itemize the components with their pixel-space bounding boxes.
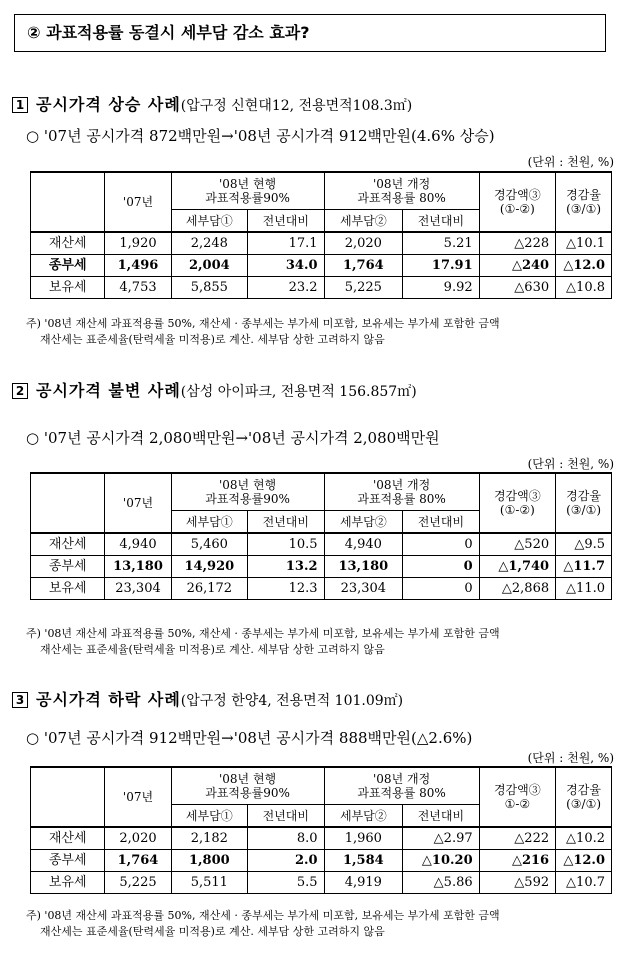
header-rate-title: 경감율: [566, 188, 601, 202]
row-label: 종부세: [31, 255, 105, 277]
header-current-top: '08년 현행: [218, 772, 277, 786]
cell-rate: △12.0: [556, 255, 612, 277]
cell-rate: △10.8: [556, 277, 612, 299]
cell-b1: 5,511: [171, 872, 247, 894]
header-revised-top: '08년 개정: [373, 772, 431, 786]
header-current-top: '08년 현행: [218, 177, 277, 191]
section-1-heading: [12, 92, 412, 115]
row-label: 재산세: [31, 533, 105, 556]
section-2-name: 공시가격 불변 사례: [36, 381, 181, 400]
cell-y07: 4,940: [105, 533, 171, 556]
cell-r2: △10.20: [403, 850, 480, 872]
cell-b2: 1,584: [324, 850, 403, 872]
header-diff: [479, 473, 555, 533]
header-label-cell: [31, 172, 105, 232]
cell-r2: 0: [403, 533, 480, 556]
cell-rate: △10.7: [556, 872, 612, 894]
cell-r1: 8.0: [248, 827, 325, 850]
cell-b1: 26,172: [171, 578, 247, 600]
cell-y07: 1,920: [105, 232, 171, 255]
table-row: [31, 872, 612, 894]
cell-b1: 2,182: [171, 827, 247, 850]
section-1-note: [26, 316, 500, 348]
row-label: 보유세: [31, 277, 105, 299]
table-row: [31, 232, 612, 255]
cell-y07: 5,225: [105, 872, 171, 894]
row-label: 종부세: [31, 850, 105, 872]
cell-rate: △9.5: [556, 533, 612, 556]
header-current: [171, 172, 324, 210]
header-rate-sub: (③/①): [566, 797, 602, 811]
cell-b1: 5,855: [171, 277, 247, 299]
note-line-1: 주) '08년 재산세 과표적용률 50%, 재산세 · 종부세는 부가세 미포함, 보유세는 부가세 포함한 금액: [26, 627, 500, 640]
note-line-1: 주) '08년 재산세 과표적용률 50%, 재산세 · 종부세는 부가세 미포함, 보유세는 부가세 포함한 금액: [26, 909, 500, 922]
header-rate: [556, 172, 612, 232]
header-revised-top: '08년 개정: [373, 478, 431, 492]
cell-b2: 5,225: [324, 277, 403, 299]
section-2-heading: [12, 378, 417, 401]
cell-rate: △12.0: [556, 850, 612, 872]
section-3-price-change: ○ '07년 공시가격 912백만원→'08년 공시가격 888백만원(△2.6%): [26, 729, 473, 747]
header-current: [171, 473, 324, 511]
section-3-location: (압구정 한양4, 전용면적 101.09㎡): [180, 693, 404, 709]
table-row: [31, 827, 612, 850]
cell-r2: 17.91: [403, 255, 480, 277]
header-diff: [479, 172, 555, 232]
header-current-top: '08년 현행: [218, 478, 277, 492]
cell-diff: △216: [479, 850, 555, 872]
section-2-location: (삼성 아이파크, 전용면적 156.857㎡): [180, 384, 417, 400]
header-revised-bottom: 과표적용률 80%: [357, 492, 446, 506]
row-label: 재산세: [31, 232, 105, 255]
cell-diff: △228: [479, 232, 555, 255]
header-revised: [324, 767, 479, 805]
cell-y07: 2,020: [105, 827, 171, 850]
cell-rate: △11.0: [556, 578, 612, 600]
header-rate-sub: (③/①): [566, 202, 602, 216]
cell-r1: 23.2: [248, 277, 325, 299]
header-revised-top: '08년 개정: [373, 177, 431, 191]
cell-diff: △222: [479, 827, 555, 850]
header-yoy1: 전년대비: [248, 511, 325, 534]
document-title: ② 과표적용률 동결시 세부담 감소 효과?: [14, 14, 606, 52]
section-2-table: [30, 472, 612, 600]
header-burden2: 세부담②: [324, 511, 403, 534]
header-yoy2: 전년대비: [403, 511, 480, 534]
header-revised-bottom: 과표적용률 80%: [357, 191, 446, 205]
note-line-1: 주) '08년 재산세 과표적용률 50%, 재산세 · 종부세는 부가세 미포함, 보유세는 부가세 포함한 금액: [26, 317, 500, 330]
row-label: 재산세: [31, 827, 105, 850]
header-diff-title: 경감액③: [493, 489, 541, 503]
header-diff-sub: ①-②: [504, 797, 531, 811]
section-2-unit: (단위 : 천원, %): [527, 457, 614, 471]
cell-r2: 0: [403, 578, 480, 600]
table-row: [31, 533, 612, 556]
section-3-number: 3: [12, 692, 28, 708]
header-yoy1: 전년대비: [248, 805, 325, 828]
header-revised: [324, 473, 479, 511]
cell-r1: 34.0: [248, 255, 325, 277]
cell-b2: 2,020: [324, 232, 403, 255]
header-rate-sub: (③/①): [566, 503, 602, 517]
row-label: 보유세: [31, 872, 105, 894]
note-line-2: 재산세는 표준세율(탄력세율 미적용)로 계산. 세부담 상한 고려하지 않음: [40, 333, 385, 346]
header-revised: [324, 172, 479, 210]
cell-b2: 23,304: [324, 578, 403, 600]
cell-r1: 5.5: [248, 872, 325, 894]
section-2-note: [26, 626, 500, 658]
cell-r1: 2.0: [248, 850, 325, 872]
cell-diff: △520: [479, 533, 555, 556]
header-year07: '07년: [105, 473, 171, 533]
header-current: [171, 767, 324, 805]
section-1-table: [30, 171, 612, 299]
cell-b2: 4,940: [324, 533, 403, 556]
section-1-number: 1: [12, 97, 28, 113]
header-yoy2: 전년대비: [403, 805, 480, 828]
row-label: 보유세: [31, 578, 105, 600]
section-3-table: [30, 766, 612, 894]
header-rate: [556, 473, 612, 533]
header-label-cell: [31, 473, 105, 533]
table-row: [31, 850, 612, 872]
row-label: 종부세: [31, 556, 105, 578]
cell-b2: 13,180: [324, 556, 403, 578]
header-current-bottom: 과표적용률90%: [205, 191, 290, 205]
cell-b1: 1,800: [171, 850, 247, 872]
cell-r1: 13.2: [248, 556, 325, 578]
cell-y07: 1,496: [105, 255, 171, 277]
section-3-name: 공시가격 하락 사례: [36, 690, 181, 709]
cell-diff: △1,740: [479, 556, 555, 578]
section-1-unit: (단위 : 천원, %): [527, 155, 614, 169]
section-2-number: 2: [12, 383, 28, 399]
cell-b2: 1,764: [324, 255, 403, 277]
header-diff-title: 경감액③: [493, 188, 541, 202]
header-label-cell: [31, 767, 105, 827]
cell-diff: △630: [479, 277, 555, 299]
cell-b1: 2,248: [171, 232, 247, 255]
cell-r1: 17.1: [248, 232, 325, 255]
section-3-unit: (단위 : 천원, %): [527, 751, 614, 765]
cell-r2: △5.86: [403, 872, 480, 894]
header-year07: '07년: [105, 767, 171, 827]
table-row: [31, 578, 612, 600]
header-yoy2: 전년대비: [403, 210, 480, 233]
cell-r2: 5.21: [403, 232, 480, 255]
cell-b1: 14,920: [171, 556, 247, 578]
header-revised-bottom: 과표적용률 80%: [357, 786, 446, 800]
header-burden1: 세부담①: [171, 210, 247, 233]
cell-rate: △11.7: [556, 556, 612, 578]
header-diff-sub: (①-②): [499, 202, 535, 216]
section-1-location: (압구정 신현대12, 전용면적108.3㎡): [180, 98, 413, 114]
cell-r1: 12.3: [248, 578, 325, 600]
note-line-2: 재산세는 표준세율(탄력세율 미적용)로 계산. 세부담 상한 고려하지 않음: [40, 643, 385, 656]
header-burden2: 세부담②: [324, 805, 403, 828]
cell-b1: 5,460: [171, 533, 247, 556]
section-1-name: 공시가격 상승 사례: [36, 95, 181, 114]
cell-y07: 4,753: [105, 277, 171, 299]
cell-rate: △10.1: [556, 232, 612, 255]
cell-y07: 13,180: [105, 556, 171, 578]
section-2-price-change: ○ '07년 공시가격 2,080백만원→'08년 공시가격 2,080백만원: [26, 429, 440, 447]
header-burden2: 세부담②: [324, 210, 403, 233]
cell-r2: 9.92: [403, 277, 480, 299]
cell-r2: 0: [403, 556, 480, 578]
cell-rate: △10.2: [556, 827, 612, 850]
section-3-note: [26, 908, 500, 940]
header-rate-title: 경감율: [566, 783, 601, 797]
cell-b2: 1,960: [324, 827, 403, 850]
cell-y07: 1,764: [105, 850, 171, 872]
header-burden1: 세부담①: [171, 805, 247, 828]
header-diff: [479, 767, 555, 827]
header-yoy1: 전년대비: [248, 210, 325, 233]
cell-diff: △240: [479, 255, 555, 277]
header-diff-title: 경감액③: [493, 783, 541, 797]
header-current-bottom: 과표적용률90%: [205, 786, 290, 800]
cell-diff: △592: [479, 872, 555, 894]
cell-b1: 2,004: [171, 255, 247, 277]
header-rate: [556, 767, 612, 827]
section-1-price-change: ○ '07년 공시가격 872백만원→'08년 공시가격 912백만원(4.6% 상승): [26, 127, 495, 145]
table-row: [31, 255, 612, 277]
table-row: [31, 277, 612, 299]
cell-y07: 23,304: [105, 578, 171, 600]
cell-r1: 10.5: [248, 533, 325, 556]
header-burden1: 세부담①: [171, 511, 247, 534]
note-line-2: 재산세는 표준세율(탄력세율 미적용)로 계산. 세부담 상한 고려하지 않음: [40, 925, 385, 938]
header-current-bottom: 과표적용률90%: [205, 492, 290, 506]
cell-r2: △2.97: [403, 827, 480, 850]
section-3-heading: [12, 687, 403, 710]
table-row: [31, 556, 612, 578]
header-year07: '07년: [105, 172, 171, 232]
cell-b2: 4,919: [324, 872, 403, 894]
cell-diff: △2,868: [479, 578, 555, 600]
header-diff-sub: (①-②): [499, 503, 535, 517]
header-rate-title: 경감율: [566, 489, 601, 503]
